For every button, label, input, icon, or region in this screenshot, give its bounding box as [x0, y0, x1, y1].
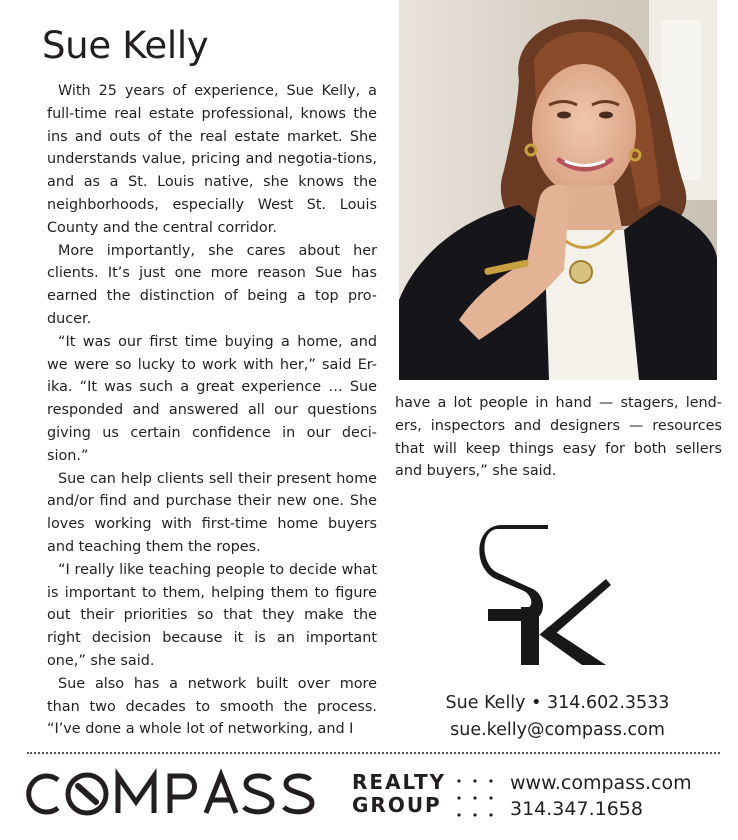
compass-wordmark-graphic [22, 768, 327, 820]
article-paragraph: “It was our first time buying a home, and we were so lucky to work with her,” said Er-ika. “It was such a great experience … Sue responded and answered all our questions giving us certain confidence in our deci-sion.” [47, 333, 377, 464]
article-paragraph: Sue can help clients sell their present home and/or find and purchase their new one. She loves working with first-time home buyers and teaching them the ropes. [47, 470, 377, 555]
article-paragraph: Sue also has a network built over more than two decades to smooth the process. “I’ve done a whole lot of networking, and I [47, 675, 377, 738]
article-paragraph: have a lot people in hand — stagers, lend-ers, inspectors and designers — resources that will keep things easy for both sellers and buyers,” she said. [395, 395, 722, 480]
agent-name-phone: Sue Kelly • 314.602.3533 [445, 693, 670, 713]
article-body-left [47, 80, 377, 741]
article-title: Sue Kelly [42, 24, 209, 67]
agent-portrait-photo [399, 0, 717, 380]
agent-email[interactable]: sue.kelly@compass.com [450, 720, 665, 740]
company-contact [510, 770, 692, 822]
article-paragraph: “I really like teaching people to decide what is important to them, helping them to figure out their priorities so that they make the right decision because it is an important one,” she said. [47, 561, 377, 669]
article-paragraph: With 25 years of experience, Sue Kelly, a full-time real estate professional, knows the ins and outs of the real estate market. She understands value, pricing and negotia-tions, and as a St. Louis native, she knows the neighborhoods, especially West St. Louis County and the central corridor. [47, 83, 377, 236]
group-label: GROUP [352, 793, 442, 817]
company-website[interactable]: www.compass.com [510, 772, 692, 794]
dotted-divider [27, 752, 720, 754]
sk-monogram-logo [478, 525, 613, 670]
dot-separator [455, 776, 495, 820]
company-phone: 314.347.1658 [510, 798, 643, 820]
article-paragraph: More importantly, she cares about her clients. It’s just one more reason Sue has earned the distinction of being a top pro-ducer. [47, 242, 377, 327]
realty-label: REALTY [352, 770, 447, 794]
contact-block [400, 690, 715, 744]
article-body-right [395, 392, 722, 483]
realty-group-label [352, 771, 446, 817]
